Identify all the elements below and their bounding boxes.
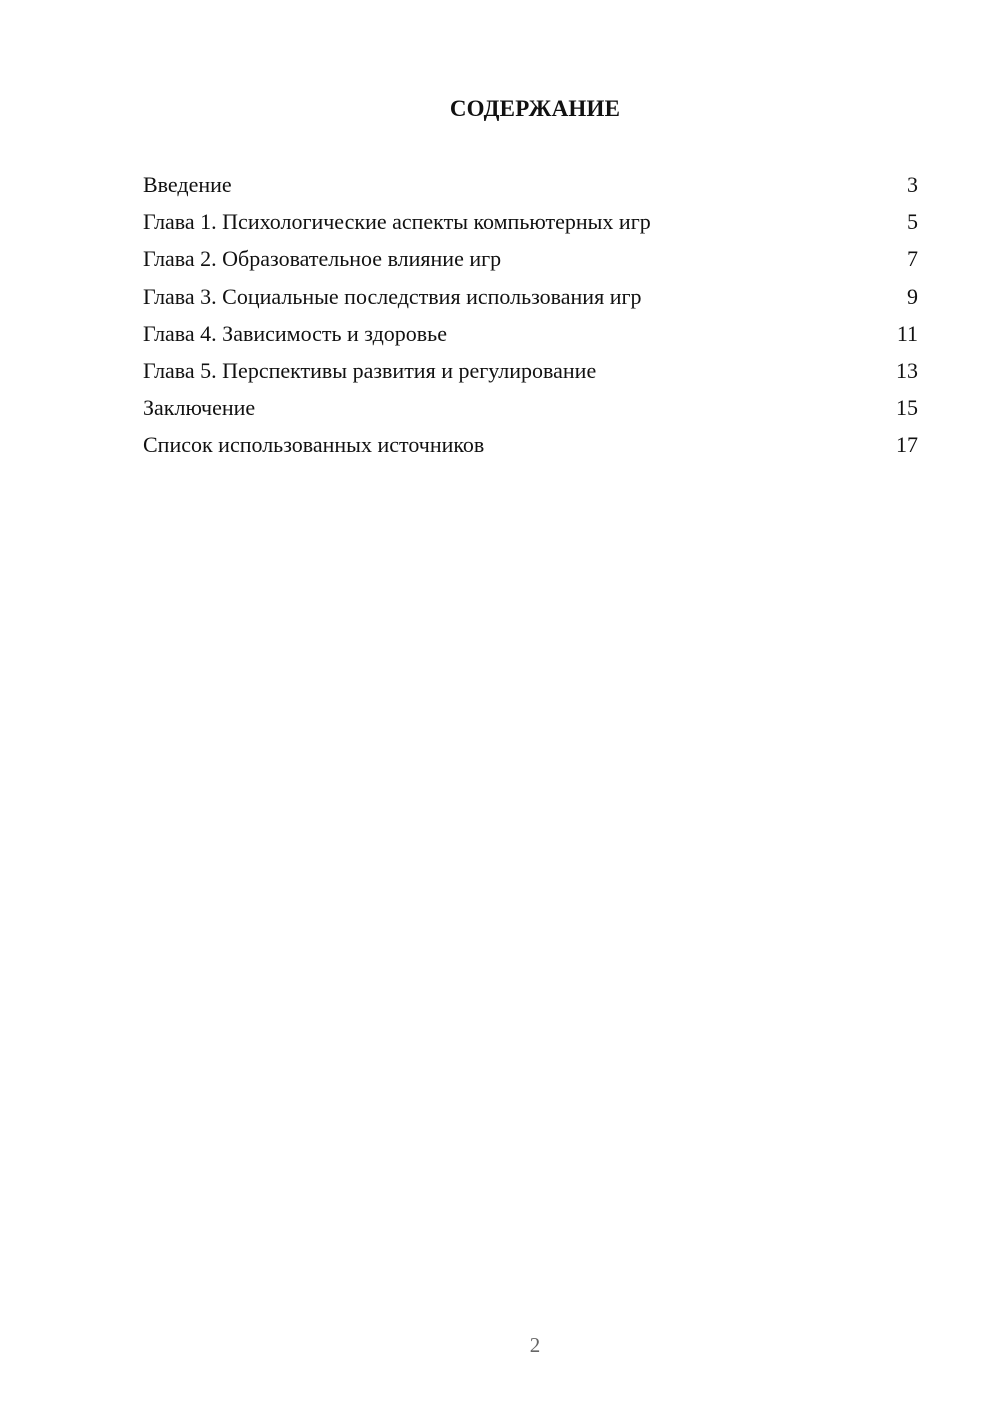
toc-entry-label: Заключение [143, 395, 256, 421]
toc-entry [143, 282, 918, 319]
table-of-contents [143, 170, 918, 468]
toc-entry [143, 170, 918, 207]
toc-entry-label: Глава 1. Психологические аспекты компьютерных игр [143, 209, 651, 235]
toc-entry [143, 319, 918, 356]
toc-entry-label: Глава 2. Образовательное влияние игр [143, 246, 502, 272]
toc-entry-label: Глава 4. Зависимость и здоровье [143, 320, 447, 346]
toc-entry-label: Глава 3. Социальные последствия использования игр [143, 283, 642, 309]
toc-entry [143, 393, 918, 430]
toc-entry [143, 244, 918, 281]
toc-entry [143, 207, 918, 244]
toc-entry-label: Список использованных источников [143, 432, 485, 458]
toc-entry-page: 9 [907, 283, 918, 309]
toc-entry-label: Введение [143, 172, 232, 197]
toc-entry-page: 7 [907, 246, 918, 272]
toc-entry-page: 15 [896, 395, 918, 421]
toc-entry-page: 3 [907, 172, 918, 197]
toc-entry [143, 356, 918, 393]
toc-entry-page: 5 [907, 209, 918, 235]
toc-entry [143, 430, 918, 467]
page-title: СОДЕРЖАНИЕ [449, 96, 621, 121]
toc-entry-page: 13 [896, 357, 918, 383]
toc-entry-page: 11 [896, 320, 918, 346]
page-number: 2 [529, 1333, 541, 1357]
toc-entry-label: Глава 5. Перспективы развития и регулирование [143, 357, 597, 383]
toc-entry-page: 17 [896, 432, 918, 458]
